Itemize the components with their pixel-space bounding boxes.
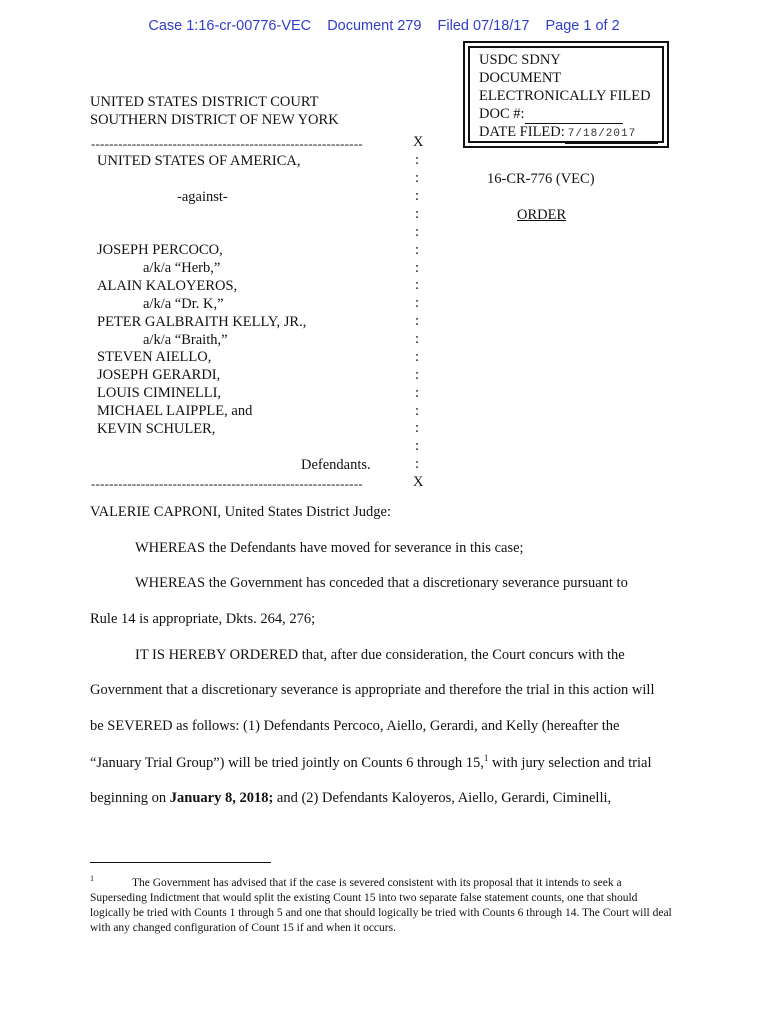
caption-top-rule: ------------------------------------------------------------ <box>91 136 363 151</box>
trial-date: January 8, 2018; <box>169 790 274 806</box>
caption-bottom-rule: ------------------------------------------------------------ <box>91 476 363 491</box>
caption-colon: : <box>414 152 420 168</box>
caption-defendant-alias: a/k/a “Braith,” <box>143 332 228 348</box>
paragraph-order-line-4 <box>90 753 651 772</box>
caption-colon: : <box>414 224 420 240</box>
case-number-header: Case 1:16-cr-00776-VEC <box>148 18 312 34</box>
paragraph-order-line-3: be SEVERED as follows: (1) Defendants Percoco, Aiello, Gerardi, and Kelly (hereafter the <box>90 718 620 734</box>
caption-colon: : <box>414 456 420 472</box>
caption-defendant: LOUIS CIMINELLI, <box>97 385 222 401</box>
stamp-date-value: 7/18/2017 <box>565 125 658 144</box>
paragraph-order-line-4-a: “January Trial Group”) will be tried jointly on Counts 6 through 15, <box>90 754 484 771</box>
paragraph-order-line-5-b: and (2) Defendants Kaloyeros, Aiello, Gerardi, Ciminelli, <box>273 790 612 806</box>
paragraph-whereas-2-line-2: Rule 14 is appropriate, Dkts. 264, 276; <box>90 611 316 627</box>
filing-stamp-inner-border <box>468 46 664 143</box>
judge-line: VALERIE CAPRONI, United States District Judge: <box>90 504 391 520</box>
paragraph-whereas-2-line-1: WHEREAS the Government has conceded that a discretionary severance pursuant to <box>135 575 628 591</box>
document-number-header: Document 279 <box>327 18 422 34</box>
paragraph-order-line-4-b: with jury selection and trial <box>488 754 652 771</box>
caption-colon: : <box>414 349 420 365</box>
stamp-doc-number <box>479 105 623 124</box>
caption-defendant: PETER GALBRAITH KELLY, JR., <box>97 314 307 330</box>
filing-stamp <box>463 41 669 148</box>
paragraph-whereas-1: WHEREAS the Defendants have moved for severance in this case; <box>135 540 524 556</box>
caption-defendants-label: Defendants. <box>301 457 371 473</box>
caption-defendant: JOSEPH PERCOCO, <box>97 242 223 258</box>
stamp-doc-blank <box>525 105 623 124</box>
filed-date-header: Filed 07/18/17 <box>437 18 530 34</box>
caption-colon: : <box>414 242 420 258</box>
paragraph-order-line-2: Government that a discretionary severance is appropriate and therefore the trial in this action will <box>90 682 655 698</box>
paragraph-order-line-5 <box>90 790 611 807</box>
caption-plaintiff: UNITED STATES OF AMERICA, <box>97 153 301 169</box>
case-number: 16-CR-776 (VEC) <box>487 171 595 187</box>
footnote-number: 1 <box>90 874 94 883</box>
caption-colon: : <box>414 403 420 419</box>
caption-colon: : <box>414 367 420 383</box>
caption-colon: : <box>414 260 420 276</box>
footnote-text: The Government has advised that if the case is severed consistent with its proposal that it intends to seek a Superseding Indictment that would split the existing Count 15 into two separate false statement counts, one that should logically be tried with Counts 1 through 5 and one that should logically be tried with Counts 6 through 14. The Court will deal with any changed configuration of Count 15 if and when it occurs. <box>90 876 672 935</box>
court-name-line-2: SOUTHERN DISTRICT OF NEW YORK <box>90 112 339 128</box>
footnote-reference: 1 <box>483 753 489 763</box>
caption-colon: : <box>414 438 420 454</box>
court-name-line-1: UNITED STATES DISTRICT COURT <box>90 94 319 110</box>
caption-colon: : <box>414 313 420 329</box>
caption-colon: : <box>414 188 420 204</box>
caption-defendant: JOSEPH GERARDI, <box>97 367 221 383</box>
ecf-header <box>0 18 768 34</box>
footnote-separator <box>90 862 271 863</box>
stamp-electronically-filed: ELECTRONICALLY FILED <box>479 88 651 104</box>
stamp-document: DOCUMENT <box>479 70 562 86</box>
caption-defendant: ALAIN KALOYEROS, <box>97 278 238 294</box>
page-number-header: Page 1 of 2 <box>545 18 620 34</box>
caption-defendant: STEVEN AIELLO, <box>97 349 212 365</box>
caption-colon: : <box>414 206 420 222</box>
stamp-date-filed <box>479 123 658 144</box>
caption-defendant-alias: a/k/a “Herb,” <box>143 260 221 276</box>
document-title: ORDER <box>517 207 567 223</box>
caption-defendant-alias: a/k/a “Dr. K,” <box>143 296 224 312</box>
caption-colon: : <box>414 295 420 311</box>
caption-colon: : <box>414 420 420 436</box>
caption-top-x: X <box>413 134 424 150</box>
footnote <box>90 871 680 937</box>
stamp-doc-label: DOC #: <box>479 106 525 122</box>
caption-colon: : <box>414 170 420 186</box>
caption-colon: : <box>414 385 420 401</box>
caption-defendant: KEVIN SCHULER, <box>97 421 216 437</box>
stamp-date-label: DATE FILED: <box>479 124 565 140</box>
caption-against: -against- <box>177 189 228 205</box>
caption-bottom-x: X <box>413 474 424 490</box>
stamp-court: USDC SDNY <box>479 52 561 68</box>
caption-defendant: MICHAEL LAIPPLE, and <box>97 403 253 419</box>
caption-colon: : <box>414 277 420 293</box>
paragraph-order-line-5-a: beginning on <box>90 790 170 806</box>
caption-colon: : <box>414 331 420 347</box>
paragraph-order-line-1: IT IS HEREBY ORDERED that, after due consideration, the Court concurs with the <box>135 647 625 663</box>
